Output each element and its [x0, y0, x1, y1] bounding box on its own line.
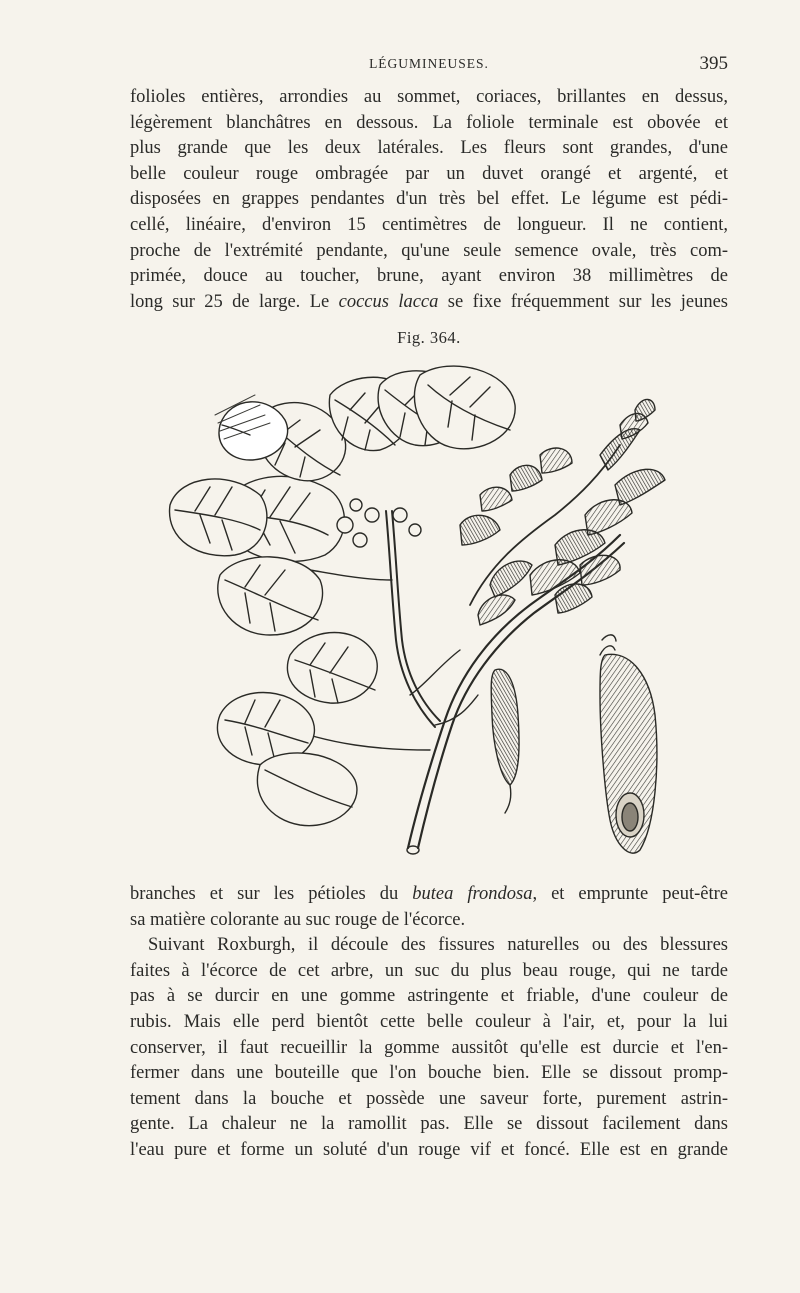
text-run: se fixe fréquemment sur les jeunes — [438, 291, 728, 312]
botanical-illustration — [160, 365, 690, 870]
text-line: faites à l'écorce de cet arbre, un suc du plus beau rouge, qui ne tarde — [130, 960, 728, 981]
text-line: disposées en grappes pendantes d'un très bel effet. Le légume est pédi- — [130, 189, 728, 210]
text-run: branches et sur les pétioles du — [130, 884, 413, 904]
text-line: tement dans la bouche et possède une saveur forte, purement astrin- — [130, 1088, 728, 1109]
text-run: long sur 25 de large. Le — [130, 291, 339, 312]
text-line: proche de l'extrémité pendante, qu'une seule semence ovale, très com- — [130, 240, 728, 261]
text-line: fermer dans une bouteille que l'on bouche bien. Elle se dissout promp- — [130, 1063, 728, 1084]
text-line-with-italic — [130, 882, 728, 908]
figure-caption: Fig. 364. — [397, 328, 461, 347]
text-line: cellé, linéaire, d'environ 15 centimètres de longueur. Il ne contient, — [130, 214, 728, 235]
text-line: plus grande que les deux latérales. Les fleurs sont grandes, d'une — [130, 138, 728, 159]
text-line: rubis. Mais elle perd bientôt cette belle couleur à l'air, et, pour la lui — [130, 1011, 728, 1032]
text-line: l'eau pure et forme un soluté d'un rouge vif et foncé. Elle est en grande — [130, 1139, 728, 1160]
text-line: pas à se durcir en une gomme astringente et friable, d'une couleur de — [130, 986, 728, 1007]
text-line: gente. La chaleur ne la ramollit pas. Elle se dissout facilement dans — [130, 1114, 728, 1135]
text-line: primée, douce au toucher, brune, ayant environ 38 millimètres de — [130, 266, 728, 287]
species-name-italic: butea frondosa — [412, 884, 533, 904]
text-line: folioles entières, arrondies au sommet, coriaces, brillantes en dessus, — [130, 87, 728, 107]
page-number: 395 — [699, 53, 728, 74]
text-run: , et emprunte peut-être — [532, 884, 728, 904]
running-head — [130, 53, 728, 82]
text-line: Suivant Roxburgh, il découle des fissures naturelles ou des blessures — [148, 935, 728, 956]
paragraph-bottom — [130, 882, 728, 1164]
text-line: belle couleur rouge ombragée par un duvet orangé et argenté, et — [130, 163, 728, 184]
paragraph-top — [130, 85, 728, 315]
species-name-italic: coccus lacca — [338, 291, 439, 312]
text-line: légèrement blanchâtres en dessous. La foliole terminale est obovée et — [130, 112, 728, 133]
text-line-with-italic — [130, 290, 728, 316]
text-line: conserver, il faut recueillir la gomme aussitôt qu'elle est durcie et l'en- — [130, 1037, 728, 1058]
running-title: LÉGUMINEUSES. — [369, 56, 489, 71]
text-line: sa matière colorante au suc rouge de l'écorce. — [130, 909, 466, 930]
